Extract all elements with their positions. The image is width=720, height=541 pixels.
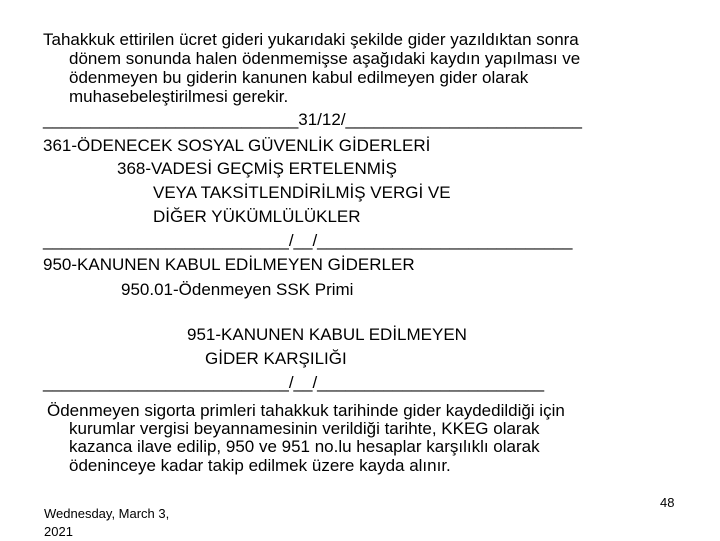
journal2-sub-account: 950.01-Ödenmeyen SSK Primi [121, 280, 354, 299]
intro-line-1: Tahakkuk ettirilen ücret gideri yukarıdaki şekilde gider yazıldıktan sonra [43, 30, 579, 49]
journal1-date-separator: ___________________________31/12/_________________________ [43, 110, 582, 129]
footer-date: Wednesday, March 3, 2021 [44, 506, 170, 539]
explanation-line-2: kurumlar vergisi beyannamesinin verildiği tarihte, KKEG olarak [69, 419, 540, 438]
journal1-end-separator: __________________________/__/___________________________ [43, 231, 573, 250]
intro-line-3: ödenmeyen bu giderin kanunen kabul edilmeyen gider olarak [69, 68, 529, 87]
explanation-line-1: Ödenmeyen sigorta primleri tahakkuk tarihinde gider kaydedildiği için [47, 401, 565, 420]
journal1-credit-line-1: 368-VADESİ GEÇMİŞ ERTELENMİŞ [117, 159, 397, 178]
journal2-debit-account: 950-KANUNEN KABUL EDİLMEYEN GİDERLER [43, 255, 415, 274]
intro-line-2: dönem sonunda halen ödenmemişse aşağıdaki kaydın yapılması ve [69, 49, 581, 68]
journal1-credit-line-3: DİĞER YÜKÜMLÜLÜKLER [153, 207, 361, 226]
intro-line-4: muhasebeleştirilmesi gerekir. [69, 87, 289, 106]
journal2-credit-line-2: GİDER KARŞILIĞI [205, 349, 347, 368]
journal2-credit-line-1: 951-KANUNEN KABUL EDİLMEYEN [187, 325, 467, 344]
journal1-credit-line-2: VEYA TAKSİTLENDİRİLMİŞ VERGİ VE [153, 183, 451, 202]
journal2-end-separator: __________________________/__/________________________ [43, 373, 545, 392]
slide-page-number: 48 [660, 495, 675, 510]
explanation-line-4: ödeninceye kadar takip edilmek üzere kayda alınır. [69, 456, 451, 475]
explanation-line-3: kazanca ilave edilip, 950 ve 951 no.lu hesaplar karşılıklı olarak [69, 437, 540, 456]
journal1-debit-account: 361-ÖDENECEK SOSYAL GÜVENLİK GİDERLERİ [43, 136, 431, 155]
